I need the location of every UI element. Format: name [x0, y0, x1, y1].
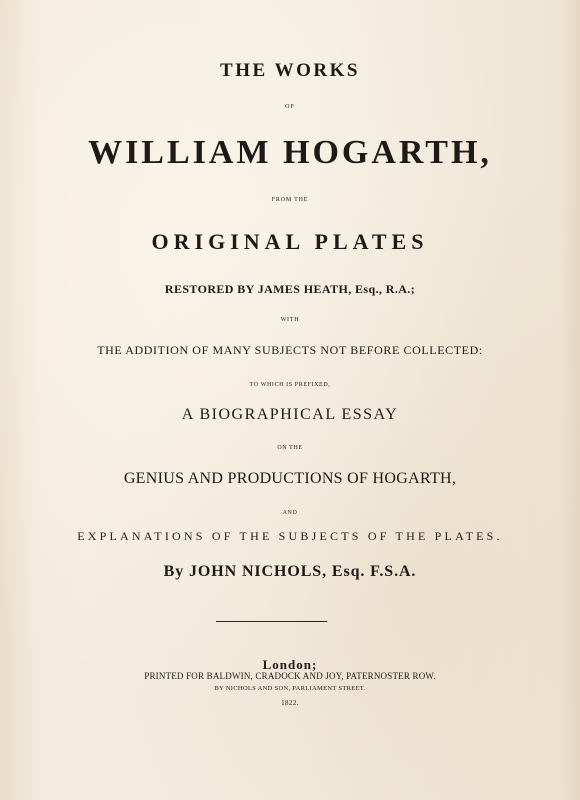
addition-line: THE ADDITION OF MANY SUBJECTS NOT BEFORE COLLECTED: [97, 343, 483, 357]
restored-by-line: RESTORED BY JAMES HEATH, Esq., R.A.; [164, 282, 416, 296]
connector-from-the: FROM THE [271, 197, 309, 203]
imprint-year: 1822. [281, 699, 299, 707]
connector-to-which-is-prefixed: TO WHICH IS PREFIXED, [249, 382, 331, 388]
imprint-city: London; [262, 657, 318, 672]
heading-original-plates: ORIGINAL PLATES [151, 229, 429, 254]
imprint-printer: BY NICHOLS AND SON, PARLIAMENT STREET. [214, 685, 366, 692]
author-subject-name: WILLIAM HOGARTH, [88, 134, 492, 171]
by-author-line: By JOHN NICHOLS, Esq. F.S.A. [163, 563, 417, 580]
connector-of: OF [285, 104, 295, 110]
divider-rule [216, 621, 327, 622]
explanations-line: EXPLANATIONS OF THE SUBJECTS OF THE PLATES. [77, 529, 503, 543]
heading-the-works: THE WORKS [220, 60, 360, 81]
genius-line: GENIUS AND PRODUCTIONS OF HOGARTH, [123, 470, 457, 487]
imprint-printed-for: PRINTED FOR BALDWIN, CRADOCK AND JOY, PATERNOSTER ROW. [144, 671, 436, 681]
connector-on-the: ON THE [277, 445, 303, 451]
connector-with: WITH [280, 317, 300, 323]
biographical-essay-line: A BIOGRAPHICAL ESSAY [181, 406, 399, 423]
connector-and: AND [282, 510, 298, 516]
